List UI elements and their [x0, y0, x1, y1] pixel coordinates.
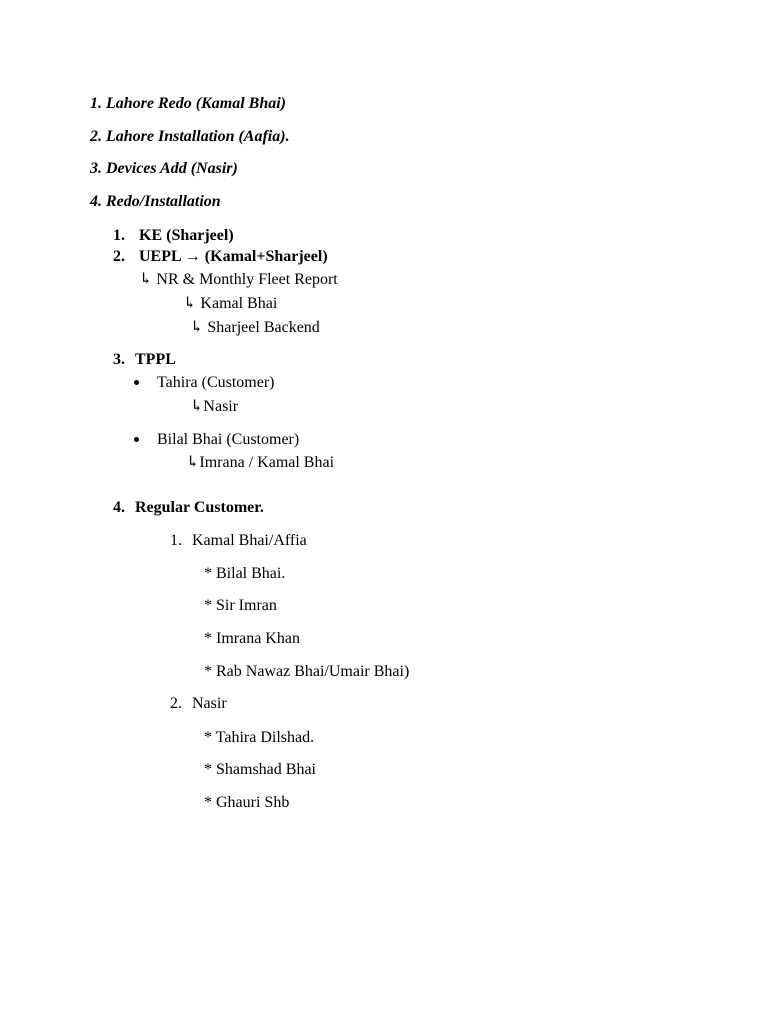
main-item-redo-installation: 4. Redo/Installation: [90, 193, 221, 210]
regular-group-1-number: 1.: [170, 532, 182, 549]
tppl-bilal-assignee: ↳Imrana / Kamal Bhai: [186, 454, 335, 471]
sub-item-ke-number: 1.: [113, 227, 125, 244]
sub-item-tppl: TPPL: [135, 351, 176, 368]
sub-item-ke: KE (Sharjeel): [139, 227, 234, 244]
tppl-customer-bilal: Bilal Bhai (Customer): [157, 431, 300, 448]
uepl-kamal-note: ↳ Kamal Bhai: [183, 295, 278, 312]
uepl-report-note: ↳ NR & Monthly Fleet Report: [139, 271, 338, 288]
regular-group-2-number: 2.: [170, 695, 182, 712]
main-item-lahore-installation: 2. Lahore Installation (Aafia).: [90, 128, 290, 145]
bullet-bilal: [134, 437, 139, 442]
regular-group-1-entry: * Rab Nawaz Bhai/Umair Bhai): [204, 663, 410, 680]
sub-item-tppl-number: 3.: [113, 351, 125, 368]
regular-group-2-entry: * Shamshad Bhai: [204, 761, 316, 778]
regular-group-1-entry: * Sir Imran: [204, 597, 277, 614]
main-item-lahore-redo: 1. Lahore Redo (Kamal Bhai): [90, 95, 287, 112]
regular-group-1-entry: * Imrana Khan: [204, 630, 300, 647]
uepl-sharjeel-note: ↳ Sharjeel Backend: [190, 319, 320, 336]
sub-item-uepl: UEPL → (Kamal+Sharjeel): [139, 248, 328, 265]
regular-group-2-entry: * Tahira Dilshad.: [204, 729, 315, 746]
regular-group-1-name: Kamal Bhai/Affia: [192, 532, 307, 549]
sub-item-uepl-number: 2.: [113, 248, 125, 265]
regular-group-1-entry: * Bilal Bhai.: [204, 565, 286, 582]
regular-group-2-name: Nasir: [192, 695, 227, 712]
bullet-tahira: [134, 380, 139, 385]
main-item-devices-add: 3. Devices Add (Nasir): [90, 160, 238, 177]
tppl-tahira-assignee: ↳Nasir: [190, 398, 239, 415]
regular-group-2-entry: * Ghauri Shb: [204, 794, 290, 811]
tppl-customer-tahira: Tahira (Customer): [157, 374, 275, 391]
sub-item-regular-customer: Regular Customer.: [135, 499, 264, 516]
sub-item-regular-number: 4.: [113, 499, 125, 516]
